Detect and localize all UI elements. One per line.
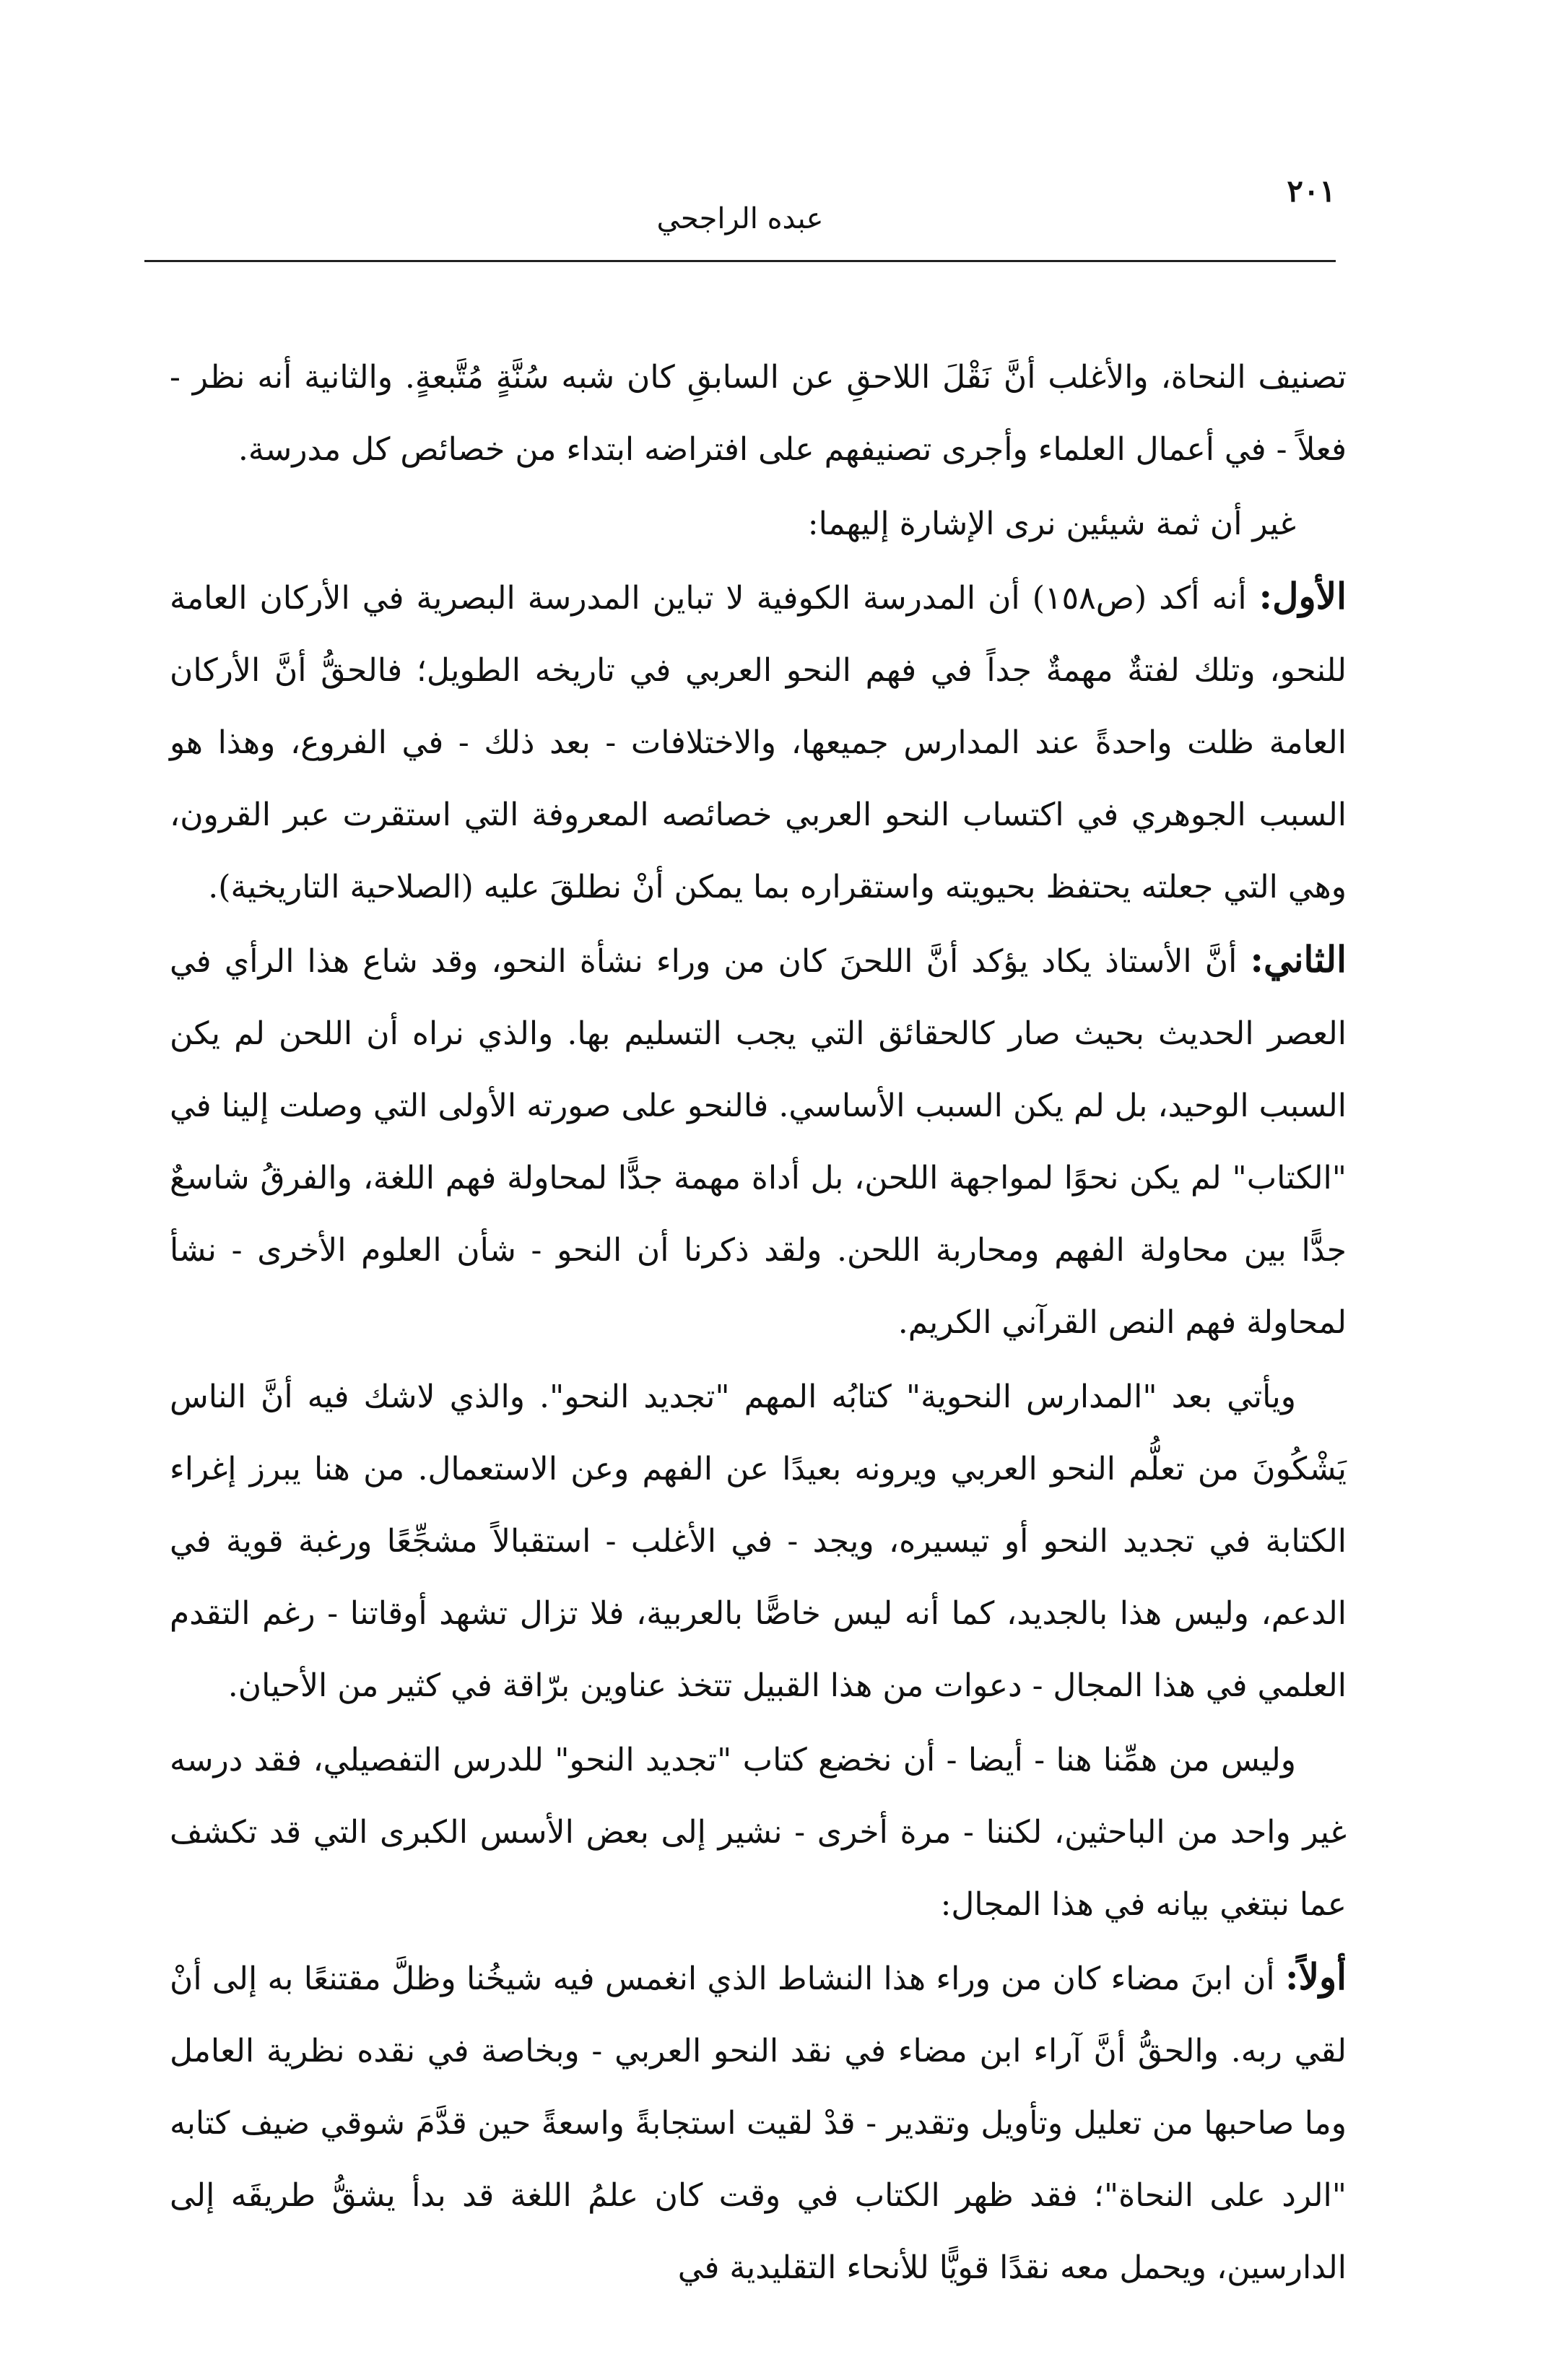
paragraph-lead: الأول: xyxy=(1258,575,1347,617)
running-title: عبده الراجحي xyxy=(656,202,824,235)
paragraph-lead: أولاً: xyxy=(1284,1955,1347,1998)
paragraph-text: أن ابنَ مضاء كان من وراء هذا النشاط الذي انغمس فيه شيخُنا وظلَّ مقتنعًا به إلى أنْ لقي ربه. والحقُّ أنَّ آراء ابن مضاء في نقد النحو العربي - وبخاصة في نقده نظرية العامل وما صاحبها من تعليل وتأويل وتقدير - قدْ لقيت استجابةً واسعةً حين قدَّمَ شوقي ضيف كتابه "الرد على النحاة"؛ فقد ظهر الكتاب في وقت كان علمُ اللغة قد بدأ يشقُّ طريقَه إلى الدارسين، ويحمل معه نقدًا قويًّا للأنحاء التقليدية في xyxy=(170,1960,1347,2286)
paragraph-lead: الثاني: xyxy=(1250,938,1347,981)
paragraph-text: أنه أكد (ص١٥٨) أن المدرسة الكوفية لا تباين المدرسة البصرية في الأركان العامة للنحو، وتلك لفتةٌ مهمةٌ جداً في فهم النحو العربي في تاريخه الطويل؛ فالحقُّ أنَّ الأركان العامة ظلت واحدةً عند المدارس جميعها، والاختلافات - بعد ذلك - في الفروع، وهذا هو السبب الجوهري في اكتساب النحو العربي خصائصه المعروفة التي استقرت عبر القرون، وهي التي جعلته يحتفظ بحيويته واستقراره بما يمكن أنْ نطلقَ عليه (الصلاحية التاريخية). xyxy=(170,580,1347,905)
paragraph-text: أنَّ الأستاذ يكاد يؤكد أنَّ اللحنَ كان من وراء نشأة النحو، وقد شاع هذا الرأي في العصر الحديث بحيث صار كالحقائق التي يجب التسليم بها. والذي نراه أن اللحن لم يكن السبب الوحيد، بل لم يكن السبب الأساسي. فالنحو على صورته الأولى التي وصلت إلينا في "الكتاب" لم يكن نحوًا لمواجهة اللحن، بل أداة مهمة جدًّا لمحاولة فهم اللغة، والفرقُ شاسعٌ جدًّا بين محاولة الفهم ومحاربة اللحن. ولقد ذكرنا أن النحو - شأن العلوم الأخرى - نشأ لمحاولة فهم النص القرآني الكريم. xyxy=(170,943,1347,1341)
paragraph-text: وليس من همِّنا هنا - أيضا - أن نخضع كتاب "تجديد النحو" للدرس التفصيلي، فقد درسه غير واحد من الباحثين، لكننا - مرة أخرى - نشير إلى بعض الأسس الكبرى التي قد تكشف عما نبتغي بيانه في هذا المجال: xyxy=(170,1742,1347,1923)
paragraph xyxy=(170,560,1347,924)
paragraph xyxy=(170,339,1347,486)
page-header xyxy=(144,173,1336,262)
paragraph xyxy=(170,486,1347,560)
paragraph-text: تصنيف النحاة، والأغلب أنَّ نَقْلَ اللاحقِ عن السابقِ كان شبه سُنَّةٍ مُتَّبعةٍ. والثانية أنه نظر - فعلاً - في أعمال العلماء وأجرى تصنيفهم على افتراضه ابتداء من خصائص كل مدرسة. xyxy=(170,359,1347,468)
paragraph xyxy=(170,924,1347,1359)
paragraph-text: غير أن ثمة شيئين نرى الإشارة إليهما: xyxy=(807,505,1296,542)
paragraph xyxy=(170,1941,1347,2304)
paragraph xyxy=(170,1359,1347,1722)
page-number: ٢٠١ xyxy=(1287,173,1336,209)
paragraph-text: ويأتي بعد "المدارس النحوية" كتابُه المهم "تجديد النحو". والذي لاشك فيه أنَّ الناس يَشْكُونَ من تعلُّم النحو العربي ويرونه بعيدًا عن الفهم وعن الاستعمال. من هنا يبرز إغراء الكتابة في تجديد النحو أو تيسيره، ويجد - في الأغلب - استقبالاً مشجِّعًا ورغبة قوية في الدعم، وليس هذا بالجديد، كما أنه ليس خاصًّا بالعربية، فلا تزال تشهد أوقاتنا - رغم التقدم العلمي في هذا المجال - دعوات من هذا القبيل تتخذ عناوين برّاقة في كثير من الأحيان. xyxy=(170,1378,1347,1704)
body-text xyxy=(170,339,1347,2304)
paragraph xyxy=(170,1722,1347,1941)
